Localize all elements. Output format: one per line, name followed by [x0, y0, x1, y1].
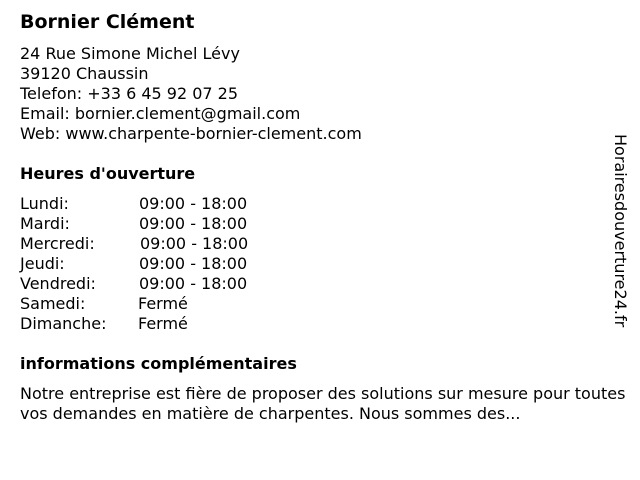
address-city: 39120 Chaussin [20, 64, 149, 83]
day-label: Mercredi: [20, 234, 95, 253]
hours-value: 09:00 - 18:00 [139, 214, 248, 233]
day-label: Samedi: [20, 294, 86, 313]
additional-info-text: Notre entreprise est fière de proposer des solutions sur mesure pour toutes vos demandes en matière de charpentes. Nous sommes des... [20, 384, 626, 423]
website: Web: www.charpente-bornier-clement.com [20, 124, 362, 143]
hours-value: Fermé [138, 294, 188, 313]
day-label: Dimanche: [20, 314, 107, 333]
phone-number: Telefon: +33 6 45 92 07 25 [20, 84, 239, 103]
business-name: Bornier Clément [20, 11, 195, 33]
address-street: 24 Rue Simone Michel Lévy [20, 44, 240, 63]
contact-block [20, 44, 362, 144]
day-label: Lundi: [20, 194, 69, 213]
hours-value: 09:00 - 18:00 [139, 194, 248, 213]
hours-value: 09:00 - 18:00 [139, 254, 248, 273]
additional-info-heading: informations complémentaires [20, 354, 297, 373]
day-label: Mardi: [20, 214, 70, 233]
email-address: Email: bornier.clement@gmail.com [20, 104, 301, 123]
site-watermark [610, 134, 632, 346]
hours-value: 09:00 - 18:00 [139, 274, 248, 293]
opening-hours-heading: Heures d'ouverture [20, 164, 196, 183]
day-label: Jeudi: [20, 254, 65, 273]
watermark-text: Horairesdouverture24.fr [611, 134, 630, 328]
hours-value: Fermé [138, 314, 188, 333]
hours-value: 09:00 - 18:00 [140, 234, 249, 253]
day-label: Vendredi: [20, 274, 96, 293]
